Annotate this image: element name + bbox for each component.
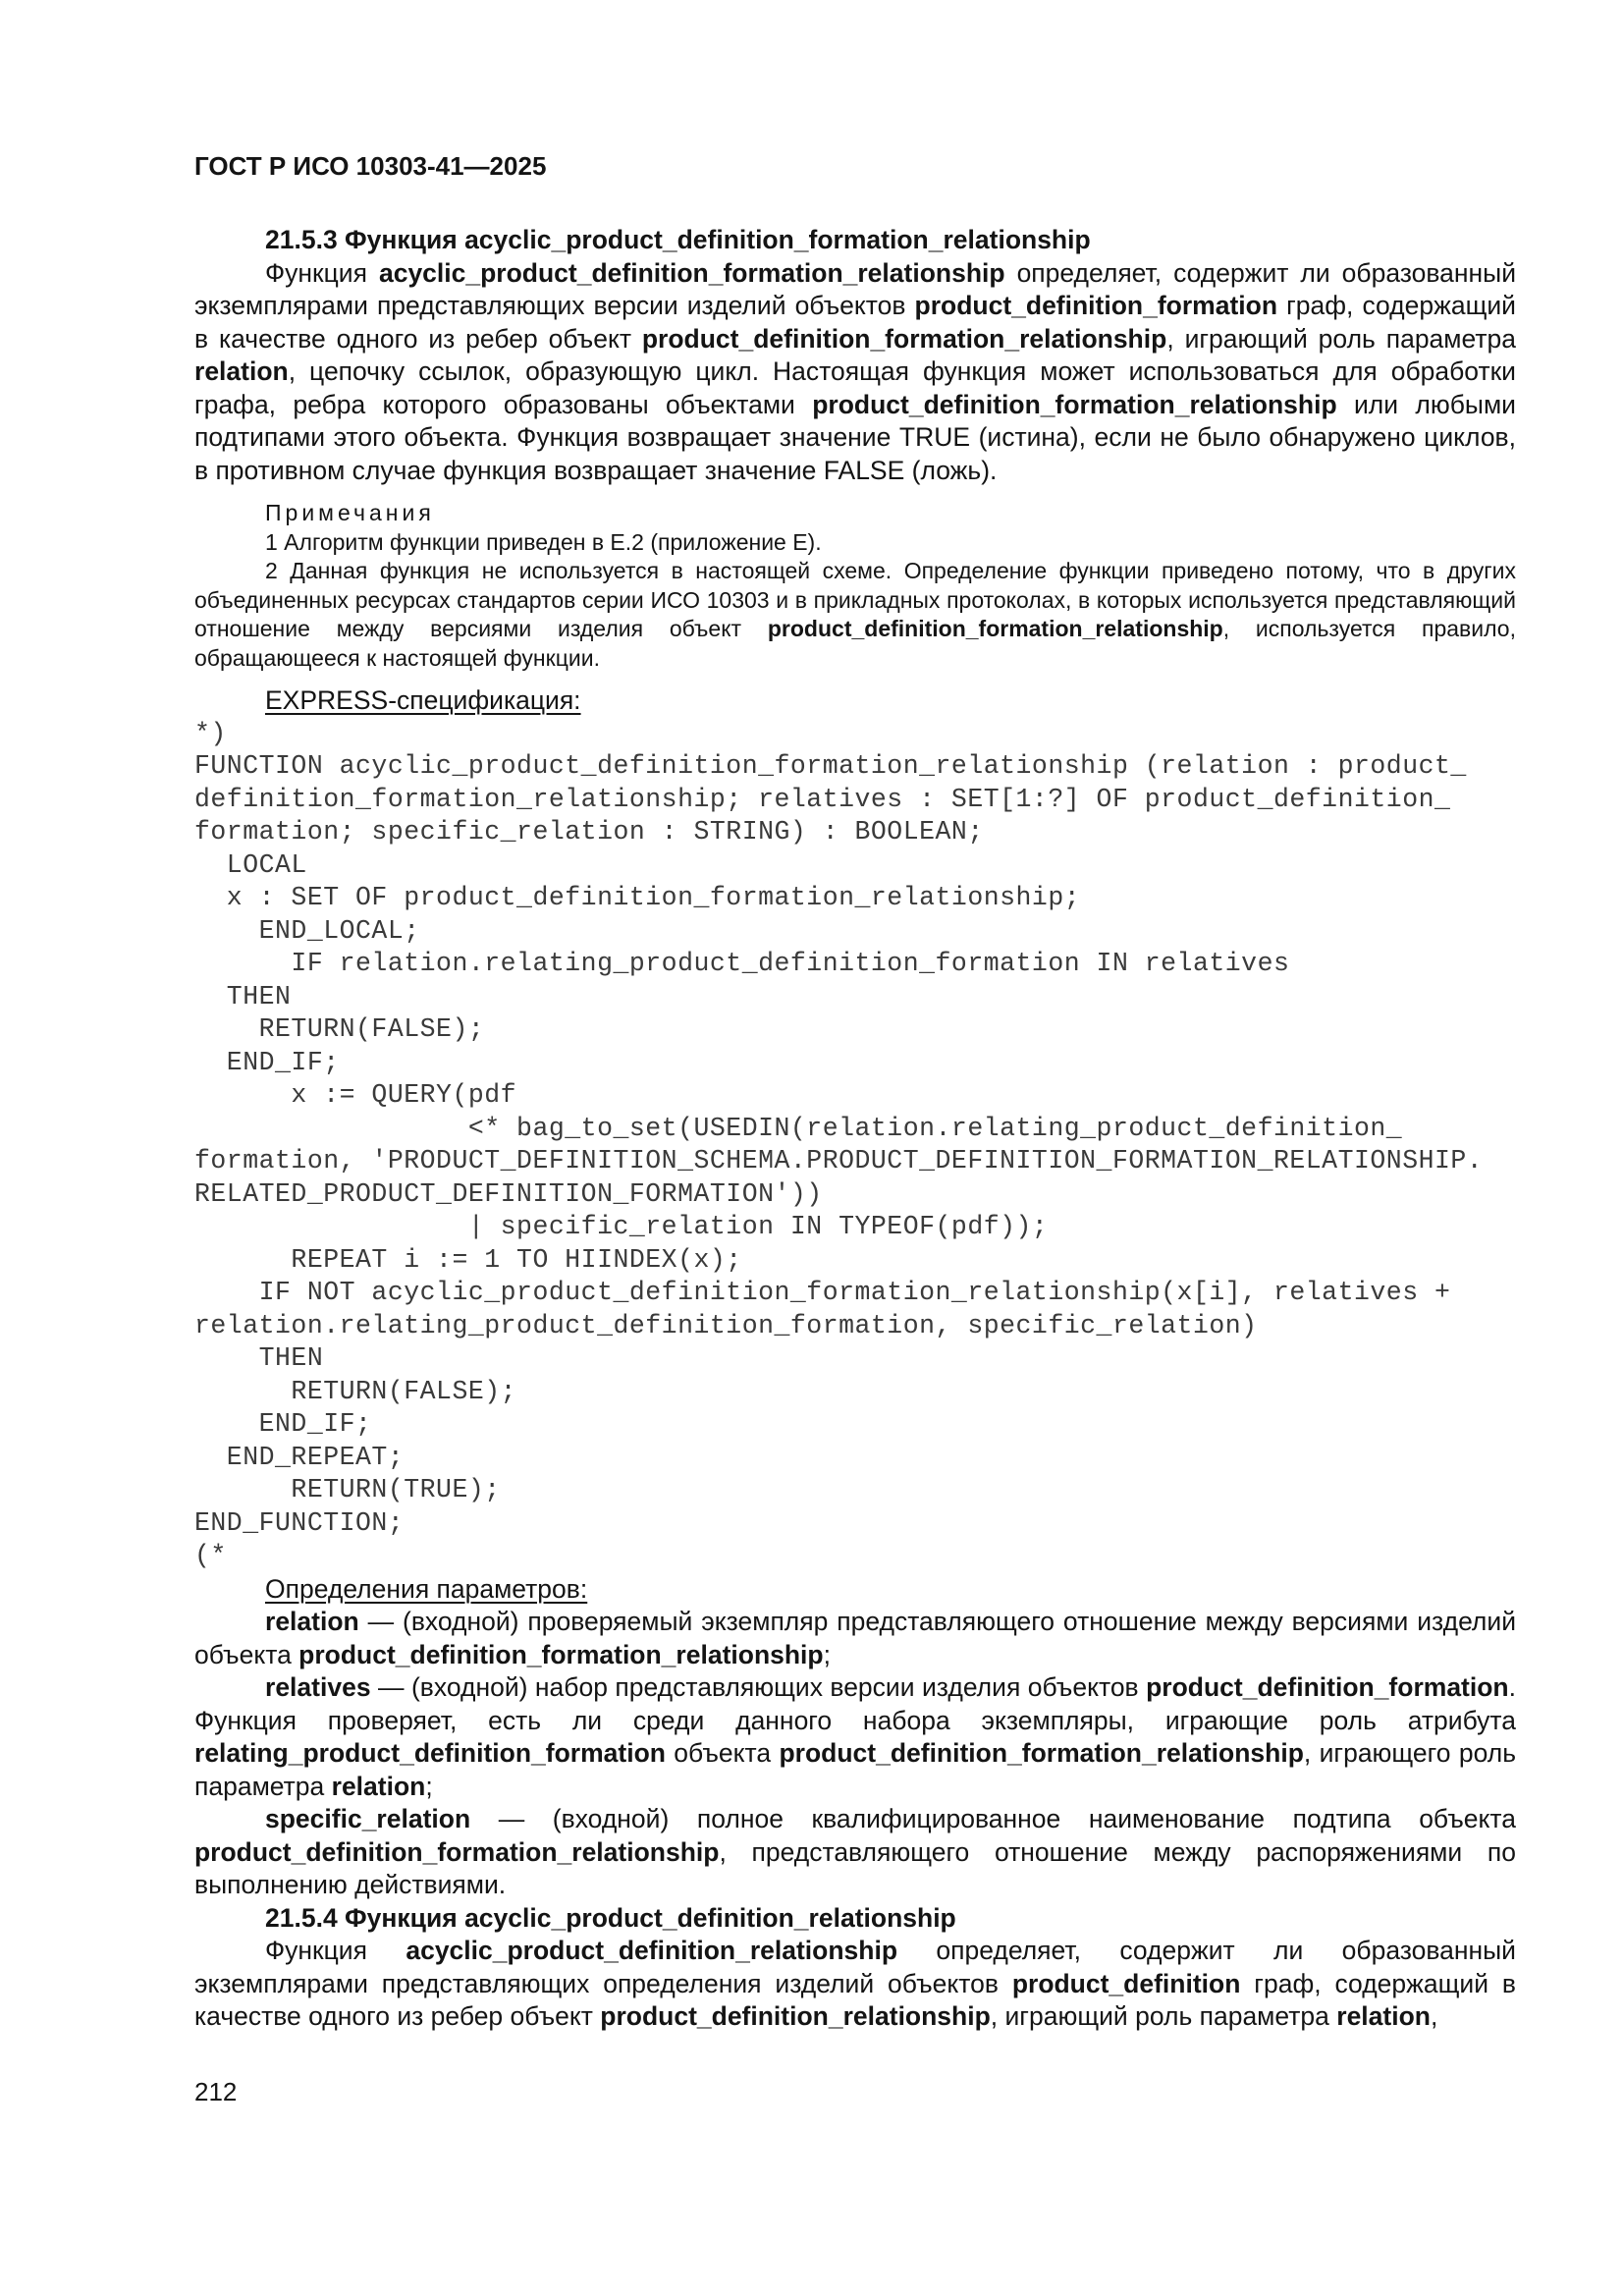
bold-term: product_definition_formation_relationship — [298, 1639, 824, 1669]
express-spec-heading: EXPRESS-спецификация: — [265, 685, 581, 715]
page-content — [194, 224, 1516, 2034]
express-code-block: *) FUNCTION acyclic_product_definition_formation_relationship (relation : product_ definition_formation_relationship; relatives : SET[1:?] OF product_definition_ formation; specific_relation : STRING) : BOOLEAN; LOCAL x : SET OF product_definition_formation_relationship; END_LOCAL; IF relation.relating_product_definition_formation IN relatives THEN RETURN(FALSE); END_IF; x := QUERY(pdf <* bag_to_set(USEDIN(relation.relating_product_definition_ formation, 'PRODUCT_DEFINITION_SCHEMA.PRODUCT_DEFINITION_FORMATION_RELATIONSHIP. RELATED_PRODUCT_DEFINITION_FORMATION')) | specific_relation IN TYPEOF(pdf)); REPEAT i := 1 TO HIINDEX(x); IF NOT acyclic_product_definition_formation_relationship(x[i], relatives + relation.relating_product_definition_formation, specific_relation) THEN RETURN(FALSE); END_IF; END_REPEAT; RETURN(TRUE); END_FUNCTION; (* — [194, 718, 1484, 1570]
text-run: , играющего роль параметра — [194, 1738, 1516, 1801]
text-run: ; — [823, 1639, 831, 1669]
parameters-heading: Определения параметров: — [265, 1573, 588, 1604]
bold-term: relation — [265, 1607, 359, 1636]
bold-term: relation — [331, 1771, 426, 1801]
bold-term: product_definition_formation_relationship — [812, 389, 1337, 419]
note-1: 1 Алгоритм функции приведен в Е.2 (приложение Е). — [265, 528, 822, 555]
text-run: ; — [425, 1771, 433, 1801]
function-description-2 — [194, 1935, 1516, 2034]
text-run: граф, содержащий в качестве одного из ребер объект — [194, 291, 1516, 354]
bold-term: product_definition_formation_relationship — [641, 323, 1167, 354]
text-run: или любыми подтипами этого объекта. Функция возвращает значение TRUE (истина), если не было обнаружено циклов, в противном случае функция возвращает значение FALSE (ложь). — [194, 389, 1516, 485]
text-run: определяет, содержит ли образованный экземплярами представляющих версии изделий объектов — [194, 257, 1516, 320]
bold-term: relating_product_definition_formation — [194, 1738, 666, 1768]
notes-block — [194, 499, 1516, 673]
function-description — [194, 257, 1516, 488]
bold-term: product_definition_formation_relationship — [767, 616, 1223, 641]
param-relatives — [194, 1671, 1516, 1803]
text-run: , играющий роль параметра — [990, 2001, 1337, 2031]
bold-term: product_definition — [1011, 1968, 1241, 1998]
text-run: , используется правило, обращающееся к настоящей функции. — [194, 616, 1516, 671]
bold-term: acyclic_product_definition_formation_relationship — [378, 257, 1005, 288]
param-relation — [194, 1606, 1516, 1671]
text-run: — (входной) полное квалифицированное наименование подтипа объекта — [470, 1804, 1516, 1833]
note-2 — [194, 557, 1516, 673]
text-run: — (входной) набор представляющих версии изделия объектов — [370, 1672, 1147, 1702]
text-run: , представляющего отношение между распоряжениями по выполнению действиями. — [194, 1836, 1516, 1899]
text-run: Функция — [265, 257, 379, 288]
section-heading-21-5-4: 21.5.4 Функция acyclic_product_definition_relationship — [265, 1902, 956, 1933]
bold-term: acyclic_product_definition_relationship — [406, 1936, 898, 1965]
text-run: , цепочку ссылок, образующую цикл. Настоящая функция может использоваться для обработки графа, ребра которого образованы объектами — [194, 356, 1516, 419]
bold-term: relation — [1336, 2001, 1431, 2031]
text-run: Функция — [265, 1936, 406, 1965]
bold-term: product_definition_relationship — [600, 2001, 991, 2031]
text-run: 2 Данная функция не используется в настоящей схеме. Определение функции приведено потому, что в других объединенных ресурсах стандартов серии ИСО 10303 и в прикладных протоколах, в которых используется представляющий отношение между версиями изделия объект — [194, 558, 1516, 641]
text-run: — (входной) проверяемый экземпляр представляющего отношение между версиями изделий объекта — [194, 1607, 1516, 1669]
section-heading-21-5-3: 21.5.3 Функция acyclic_product_definition_formation_relationship — [265, 225, 1091, 254]
notes-title: Примечания — [265, 500, 435, 525]
text-run: , — [1430, 2001, 1438, 2031]
document-header: ГОСТ Р ИСО 10303-41—2025 — [194, 151, 547, 181]
param-specific-relation — [194, 1803, 1516, 1902]
bold-term: product_definition_formation — [914, 291, 1278, 320]
bold-term: product_definition_formation — [1146, 1672, 1509, 1702]
text-run: , играющий роль параметра — [1166, 323, 1516, 354]
bold-term: relatives — [265, 1672, 371, 1702]
text-run: граф, содержащий в качестве одного из ребер объект — [194, 1968, 1516, 2031]
bold-term: product_definition_formation_relationship — [779, 1738, 1304, 1768]
text-run: объекта — [665, 1738, 780, 1768]
bold-term: relation — [194, 356, 289, 386]
text-run: . Функция проверяет, есть ли среди данного набора экземпляры, играющие роль атрибута — [194, 1672, 1516, 1735]
bold-term: specific_relation — [265, 1804, 471, 1833]
text-run: определяет, содержит ли образованный экземплярами представляющих определения изделий объектов — [194, 1936, 1516, 1998]
bold-term: product_definition_formation_relationship — [194, 1836, 720, 1867]
page-number: 212 — [194, 2077, 238, 2106]
